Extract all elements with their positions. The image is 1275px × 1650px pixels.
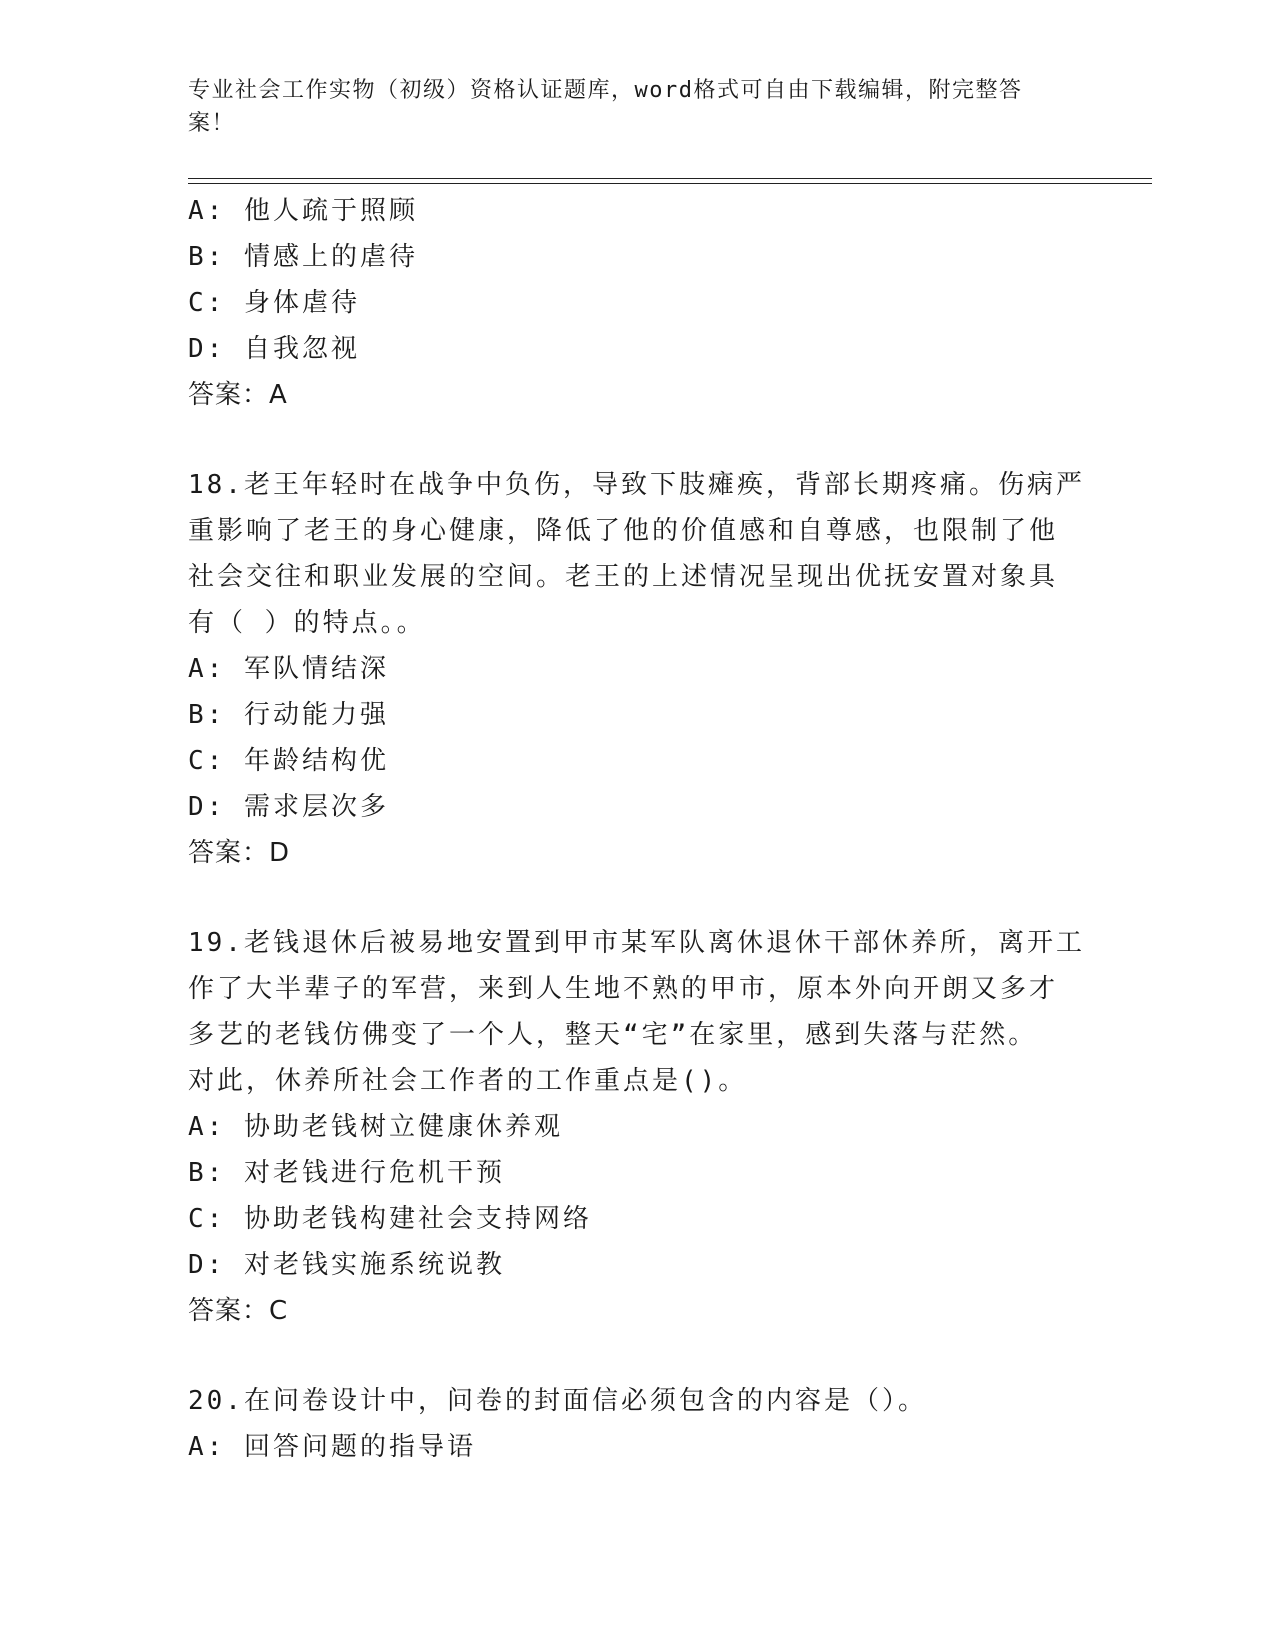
question-stem-line: 20.在问卷设计中，问卷的封面信必须包含的内容是（）。: [188, 1386, 927, 1416]
question-18: [188, 462, 1088, 876]
option-b: B: 行动能力强: [188, 700, 389, 730]
question-17: [188, 188, 1088, 418]
header-rule-bottom: [188, 183, 1152, 184]
option-c: C: 身体虐待: [188, 288, 360, 318]
option-c: C: 年龄结构优: [188, 746, 389, 776]
option-b: B: 对老钱进行危机干预: [188, 1158, 505, 1188]
question-stem-line: 重影响了老王的身心健康，降低了他的价值感和自尊感，也限制了他: [188, 516, 1059, 546]
question-stem-line: 有（ ）的特点。。: [188, 608, 426, 638]
question-stem-line: 社会交往和职业发展的空间。老王的上述情况呈现出优抚安置对象具: [188, 562, 1059, 592]
option-a: A: 军队情结深: [188, 654, 389, 684]
option-a: A: 他人疏于照顾: [188, 196, 418, 226]
question-stem-line: 18.老王年轻时在战争中负伤，导致下肢瘫痪，背部长期疼痛。伤病严: [188, 470, 1085, 500]
answer: 答案：A: [188, 380, 288, 410]
option-d: D: 需求层次多: [188, 792, 389, 822]
option-d: D: 自我忽视: [188, 334, 360, 364]
question-stem-line: 作了大半辈子的军营，来到人生地不熟的甲市，原本外向开朗又多才: [188, 974, 1059, 1004]
answer: 答案：D: [188, 838, 291, 868]
spacer: [188, 876, 1088, 920]
question-stem-line: 对此，休养所社会工作者的工作重点是()。: [188, 1066, 748, 1096]
question-content: [188, 188, 1088, 1470]
option-c: C: 协助老钱构建社会支持网络: [188, 1204, 592, 1234]
header-rule-top: [188, 178, 1152, 179]
question-stem-line: 多艺的老钱仿佛变了一个人，整天“宅”在家里，感到失落与茫然。: [188, 1020, 1038, 1050]
header-line-1: 专业社会工作实物（初级）资格认证题库，word格式可自由下载编辑，附完整答: [188, 78, 1023, 103]
option-d: D: 对老钱实施系统说教: [188, 1250, 505, 1280]
option-a: A: 回答问题的指导语: [188, 1432, 476, 1462]
question-19: [188, 920, 1088, 1334]
header-line-2: 案！: [188, 111, 236, 136]
option-a: A: 协助老钱树立健康休养观: [188, 1112, 563, 1142]
question-stem-line: 19.老钱退休后被易地安置到甲市某军队离休退休干部休养所，离开工: [188, 928, 1085, 958]
spacer: [188, 1334, 1088, 1378]
document-header: [188, 74, 1068, 140]
spacer: [188, 418, 1088, 462]
question-20: [188, 1378, 1088, 1470]
answer: 答案：C: [188, 1296, 289, 1326]
option-b: B: 情感上的虐待: [188, 242, 418, 272]
